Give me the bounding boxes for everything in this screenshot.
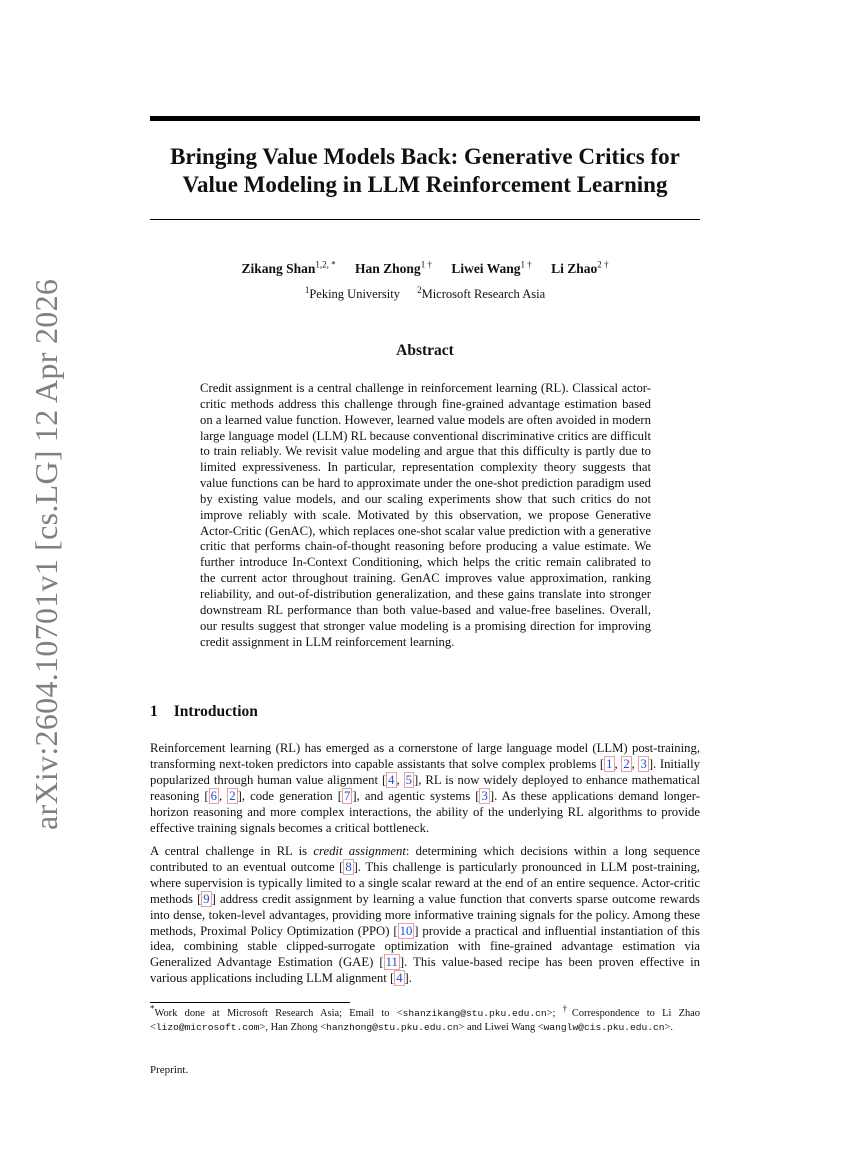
affiliation: $^1$Peking University bbox=[304, 284, 400, 301]
author: Liwei Wang$^{1 \dagger}$ bbox=[451, 259, 532, 276]
email-address: wanglw@cis.pku.edu.cn bbox=[543, 1021, 665, 1033]
section-title: Introduction bbox=[173, 703, 258, 720]
citation-link[interactable]: 11 bbox=[385, 955, 398, 970]
author: Zikang Shan$^{1,2, *}$ bbox=[241, 259, 336, 276]
title-line-1: Bringing Value Models Back: Generative Critics for bbox=[170, 144, 680, 169]
section-number: 1 bbox=[150, 703, 158, 720]
author-affil-sup: 1 † bbox=[420, 259, 432, 270]
citation-link[interactable]: 7 bbox=[344, 788, 351, 803]
citation-link[interactable]: 3 bbox=[481, 788, 488, 803]
citation-link[interactable]: 4 bbox=[388, 772, 395, 787]
title-bottom-rule bbox=[150, 219, 700, 220]
citation-link[interactable]: 1 bbox=[606, 756, 613, 771]
paper-title bbox=[150, 143, 700, 199]
author: Han Zhong$^{1 \dagger}$ bbox=[355, 259, 432, 276]
author-affil-sup: 1,2, * bbox=[315, 259, 336, 270]
preprint-label: Preprint. bbox=[150, 1064, 189, 1076]
arxiv-identifier bbox=[28, 271, 65, 830]
citation-link[interactable]: 5 bbox=[405, 772, 412, 787]
arxiv-id: arXiv:2604.10701v1 bbox=[28, 558, 64, 830]
email-address: shanzikang@stu.pku.edu.cn bbox=[402, 1008, 547, 1019]
arxiv-category: [cs.LG] bbox=[28, 450, 64, 551]
author-affil-sup: 2 † bbox=[597, 259, 609, 270]
citation-link[interactable]: 2 bbox=[623, 756, 630, 771]
citation-link[interactable]: 9 bbox=[203, 891, 210, 906]
citation-link[interactable]: 8 bbox=[345, 859, 352, 874]
affiliation-list bbox=[150, 286, 700, 302]
intro-paragraph-2: A central challenge in RL is credit assignment: determining which decisions within a long sequence contributed to an eventual outcome [ 8 ]. This challenge is particularly pronounced in LLM post-training, where supervision is typically limited to a single scalar reward at the end of an entire sequence. Actor-critic methods [ 9 ] address credit assignment by learning a value function that converts sparse outcome rewards into dense, token-level advantages, providing more informative training signals for the policy. Among these methods, Proximal Policy Optimization (PPO) [ 10 ] provide a practical and influential instantiation of this idea, combining stable clipped-surrogate optimization with fine-grained advantage estimation via Generalized Advantage Estimation (GAE) [ 11 ]. This value-based recipe has been proven effective in various applications including LLM alignment [ 4 ]. bbox=[150, 844, 700, 986]
citation-link[interactable]: 10 bbox=[399, 923, 413, 938]
emphasis-term: credit assignment bbox=[313, 844, 406, 858]
author-affil-sup: 1 † bbox=[520, 259, 532, 270]
abstract-heading: Abstract bbox=[396, 342, 454, 359]
affiliation: $^2$Microsoft Research Asia bbox=[417, 284, 546, 301]
section-heading bbox=[150, 703, 258, 721]
citation-link[interactable]: 4 bbox=[396, 971, 403, 986]
citation-link[interactable]: 2 bbox=[229, 788, 236, 803]
footnote-rule bbox=[150, 1002, 350, 1003]
author-list bbox=[150, 260, 700, 278]
author: Li Zhao$^{2 \dagger}$ bbox=[551, 259, 609, 276]
footnote: *Work done at Microsoft Research Asia; Email to <shanzikang@stu.pku.edu.cn>; †Correspondence to Li Zhao <lizo@microsoft.com>, Han Zhong <hanzhong@stu.pku.edu.cn> and Liwei Wang <wanglw@cis.pku.edu.cn>. bbox=[150, 1003, 700, 1033]
citation-link[interactable]: 6 bbox=[210, 788, 217, 803]
citation-link[interactable]: 3 bbox=[640, 756, 647, 771]
arxiv-date: 12 Apr 2026 bbox=[28, 278, 64, 443]
title-line-2: Value Modeling in LLM Reinforcement Learning bbox=[182, 172, 668, 197]
abstract-body: Credit assignment is a central challenge in reinforcement learning (RL). Classical actor-critic methods address this challenge through fine-grained advantage estimation based on a learned value function. However, learned value models are often avoided in modern large language model (LLM) RL because conventional discriminative critics are difficult to train reliably. We revisit value modeling and argue that this difficulty is partly due to limited expressiveness. In particular, representation complexity theory suggests that value functions can be hard to approximate under the one-shot prediction paradigm used by existing value models, and our scaling experiments show that such critics do not improve reliably with scale. Motivated by this observation, we propose Generative Actor-Critic (GenAC), which replaces one-shot scalar value prediction with a generative critic that performs chain-of-thought reasoning before producing a value estimate. We further introduce In-Context Conditioning, which helps the critic remain calibrated to the current actor throughout training. GenAC improves value approximation, ranking reliability, and out-of-distribution generalization, and these gains translate into stronger downstream RL performance than both value-based and value-free baselines. Overall, our results suggest that stronger value modeling is a promising direction for improving credit assignment in LLM reinforcement learning. bbox=[200, 381, 651, 649]
title-top-rule bbox=[150, 116, 700, 121]
email-address: lizo@microsoft.com bbox=[155, 1021, 260, 1033]
intro-paragraph-1: Reinforcement learning (RL) has emerged as a cornerstone of large language model (LLM) post-training, transforming next-token predictors into capable assistants that solve complex problems [ 1 , 2 , 3 ]. Initially popularized through human value alignment [ 4 , 5 ], RL is now widely deployed to enhance mathematical reasoning [ 6 , 2 ], code generation [ 7 ], and agentic systems [ 3 ]. As these applications demand longer-horizon reasoning and more complex interactions, the ability of the underlying RL algorithms to provide effective training signals becomes a critical bottleneck. bbox=[150, 741, 701, 835]
email-address: hanzhong@stu.pku.edu.cn bbox=[326, 1021, 459, 1033]
